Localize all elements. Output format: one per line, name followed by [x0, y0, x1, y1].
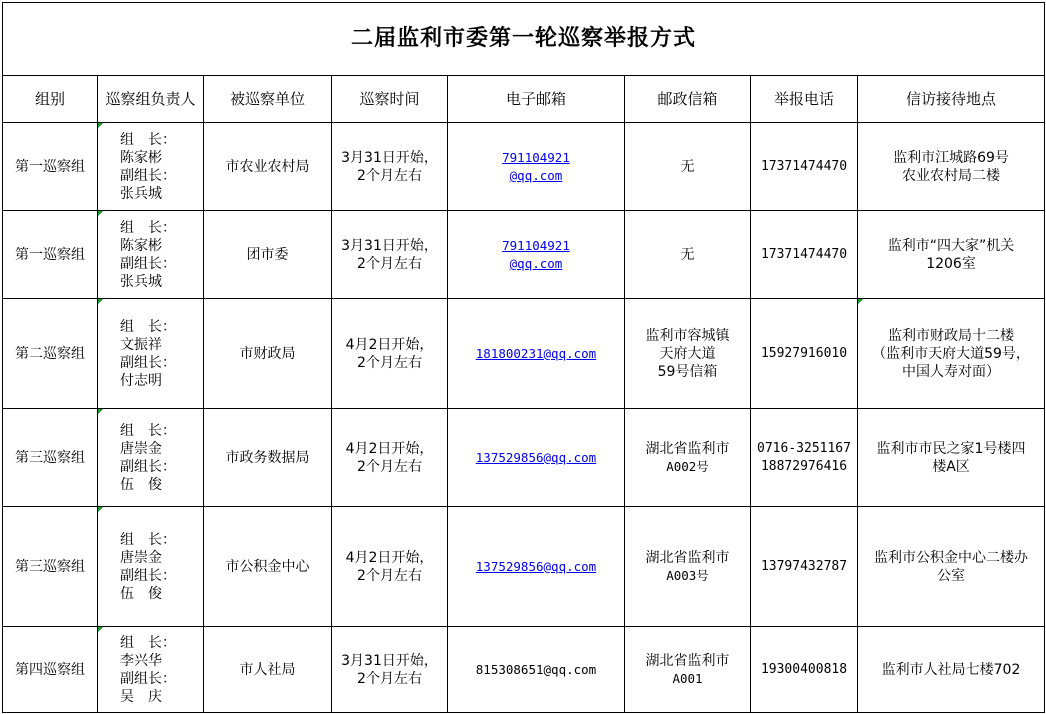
time-line: 2个月左右: [357, 255, 422, 272]
cell-address: [858, 627, 1045, 713]
cell-unit: 市政务数据局: [204, 409, 332, 507]
cell-phone: [751, 627, 858, 713]
cell-group: 第三巡察组: [3, 507, 98, 627]
phone-line: 13797432787: [760, 558, 848, 574]
phone-line: 17371474470: [760, 246, 848, 262]
leader-line: 陈家彬: [120, 237, 162, 254]
cell-email: [448, 627, 625, 713]
time-line: 3月31日开始，: [341, 149, 438, 166]
leader-line: 唐崇金: [120, 549, 162, 566]
leader-line: 组 长：: [120, 422, 176, 439]
time-line: 4月2日开始，: [345, 440, 434, 457]
cell-phone: [751, 409, 858, 507]
table-row: [3, 299, 1045, 409]
header-phone: 举报电话: [751, 76, 858, 123]
cell-leader: [98, 123, 204, 211]
cell-group: 第一巡察组: [3, 211, 98, 299]
cell-address: [858, 299, 1045, 409]
leader-line: 伍 俊: [120, 476, 162, 493]
header-group: 组别: [3, 76, 98, 123]
cell-time: [332, 507, 448, 627]
address-line: 监利市“四大家”机关: [887, 237, 1015, 254]
cell-group: 第一巡察组: [3, 123, 98, 211]
leader-line: 组 长：: [120, 318, 176, 335]
address-line: 监利市财政局十二楼: [888, 327, 1014, 344]
time-line: 2个月左右: [357, 670, 422, 687]
address-line: 监利市江城路69号: [893, 149, 1009, 166]
leader-line: 副组长：: [120, 567, 176, 584]
address-line: （监利市天府大道59号，: [872, 345, 1030, 362]
email-line[interactable]: 791104921: [502, 149, 570, 165]
leader-line: 副组长：: [120, 670, 176, 687]
cell-phone: [751, 507, 858, 627]
header-address: 信访接待地点: [858, 76, 1045, 123]
leader-line: 副组长：: [120, 255, 176, 272]
postbox-line: 湖北省监利市: [645, 652, 730, 669]
time-line: 2个月左右: [357, 458, 422, 475]
cell-email: [448, 409, 625, 507]
cell-phone: [751, 299, 858, 409]
cell-postbox: [625, 211, 751, 299]
cell-email: [448, 123, 625, 211]
postbox-line: 59号信箱: [657, 363, 718, 380]
leader-line: 陈家彬: [120, 149, 162, 166]
postbox-line: 湖北省监利市: [645, 440, 730, 457]
cell-time: [332, 123, 448, 211]
cell-group: 第四巡察组: [3, 627, 98, 713]
address-line: 监利市市民之家1号楼四: [876, 440, 1026, 457]
page-title: 二届监利市委第一轮巡察举报方式: [3, 3, 1045, 76]
time-line: 3月31日开始，: [341, 652, 438, 669]
leader-line: 文振祥: [120, 336, 162, 353]
header-unit: 被巡察单位: [204, 76, 332, 123]
time-line: 2个月左右: [357, 567, 422, 584]
header-email: 电子邮箱: [448, 76, 625, 123]
cell-address: [858, 409, 1045, 507]
cell-leader: [98, 211, 204, 299]
postbox-line: 湖北省监利市: [645, 549, 730, 566]
email-line[interactable]: 791104921: [502, 237, 570, 253]
cell-unit: 团市委: [204, 211, 332, 299]
time-line: 4月2日开始，: [345, 336, 434, 353]
cell-leader: [98, 299, 204, 409]
cell-address: [858, 507, 1045, 627]
table-row: [3, 211, 1045, 299]
email-line[interactable]: 137529856@qq.com: [475, 449, 597, 465]
table-body: [3, 123, 1045, 713]
cell-address: [858, 211, 1045, 299]
postbox-line: A002号: [666, 458, 709, 474]
header-leader: 巡察组负责人: [98, 76, 204, 123]
phone-line: 15927916010: [760, 345, 848, 361]
leader-line: 伍 俊: [120, 585, 162, 602]
leader-line: 张兵城: [120, 185, 162, 202]
report-sheet: [2, 2, 1044, 712]
cell-phone: [751, 211, 858, 299]
cell-time: [332, 627, 448, 713]
cell-unit: 市公积金中心: [204, 507, 332, 627]
email-line[interactable]: 137529856@qq.com: [475, 558, 597, 574]
cell-postbox: [625, 409, 751, 507]
table-row: [3, 507, 1045, 627]
postbox-line: A003号: [666, 567, 709, 583]
postbox-line: 天府大道: [659, 345, 716, 362]
address-line: 监利市公积金中心二楼办: [874, 549, 1028, 566]
postbox-line: 监利市容城镇: [645, 327, 730, 344]
phone-line: 0716-3251167: [757, 440, 851, 456]
cell-email: [448, 211, 625, 299]
leader-line: 组 长：: [120, 634, 176, 651]
leader-line: 吴 庆: [120, 688, 162, 705]
leader-line: 张兵城: [120, 273, 162, 290]
time-line: 2个月左右: [357, 354, 422, 371]
cell-time: [332, 211, 448, 299]
cell-leader: [98, 627, 204, 713]
postbox-line: 无: [680, 158, 695, 175]
email-line[interactable]: @qq.com: [509, 255, 563, 271]
cell-leader: [98, 507, 204, 627]
cell-unit: 市农业农村局: [204, 123, 332, 211]
cell-address: [858, 123, 1045, 211]
header-row: [3, 76, 1045, 123]
cell-postbox: [625, 627, 751, 713]
email-line: 815308651@qq.com: [475, 661, 597, 677]
report-table: [2, 2, 1045, 713]
cell-leader: [98, 409, 204, 507]
email-line[interactable]: 181800231@qq.com: [475, 345, 597, 361]
leader-line: 李兴华: [120, 652, 162, 669]
cell-group: 第三巡察组: [3, 409, 98, 507]
time-line: 3月31日开始，: [341, 237, 438, 254]
postbox-line: 无: [680, 246, 695, 263]
leader-line: 副组长：: [120, 458, 176, 475]
cell-unit: 市人社局: [204, 627, 332, 713]
cell-phone: [751, 123, 858, 211]
address-line: 中国人寿对面）: [902, 363, 1000, 380]
address-line: 监利市人社局七楼702: [881, 661, 1021, 678]
cell-unit: 市财政局: [204, 299, 332, 409]
cell-postbox: [625, 507, 751, 627]
cell-postbox: [625, 299, 751, 409]
phone-line: 19300400818: [760, 661, 848, 677]
address-line: 1206室: [926, 255, 976, 272]
cell-time: [332, 299, 448, 409]
table-row: [3, 123, 1045, 211]
cell-email: [448, 507, 625, 627]
phone-line: 17371474470: [760, 158, 848, 174]
time-line: 2个月左右: [357, 167, 422, 184]
cell-time: [332, 409, 448, 507]
leader-line: 唐崇金: [120, 440, 162, 457]
email-line[interactable]: @qq.com: [509, 167, 563, 183]
postbox-line: A001: [672, 670, 703, 686]
header-time: 巡察时间: [332, 76, 448, 123]
cell-postbox: [625, 123, 751, 211]
leader-line: 副组长：: [120, 354, 176, 371]
address-line: 公室: [937, 567, 965, 584]
cell-email: [448, 299, 625, 409]
address-line: 农业农村局二楼: [902, 167, 1000, 184]
header-postbox: 邮政信箱: [625, 76, 751, 123]
leader-line: 组 长：: [120, 531, 176, 548]
leader-line: 组 长：: [120, 219, 176, 236]
address-line: 楼A区: [932, 458, 970, 475]
phone-line: 18872976416: [760, 458, 848, 474]
leader-line: 副组长：: [120, 167, 176, 184]
leader-line: 组 长：: [120, 131, 176, 148]
table-row: [3, 627, 1045, 713]
table-row: [3, 409, 1045, 507]
time-line: 4月2日开始，: [345, 549, 434, 566]
leader-line: 付志明: [120, 372, 162, 389]
cell-group: 第二巡察组: [3, 299, 98, 409]
